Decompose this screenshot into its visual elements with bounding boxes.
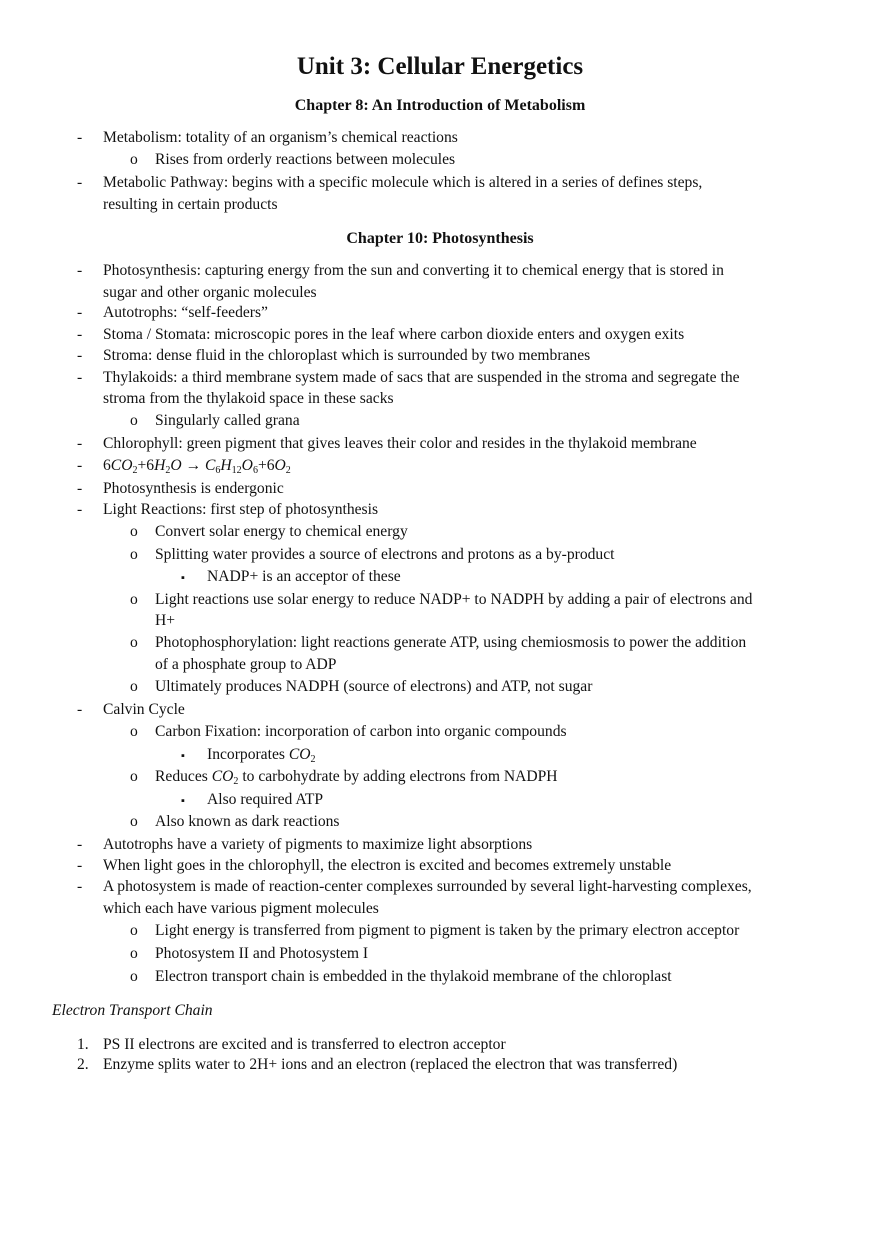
list-item-continuation: stroma from the thylakoid space in these sacks (103, 390, 394, 407)
list-item: - Photosynthesis: capturing energy from the sun and converting it to chemical energy that is stored in (77, 262, 724, 279)
list-item: - Metabolism: totality of an organism’s chemical reactions (77, 129, 458, 146)
list-item-continuation: sugar and other organic molecules (103, 284, 317, 301)
list-item: - Metabolic Pathway: begins with a specific molecule which is altered in a series of defines steps, (77, 174, 703, 191)
list-item: - Autotrophs have a variety of pigments to maximize light absorptions (77, 836, 533, 853)
list-item: - Light Reactions: first step of photosynthesis (77, 501, 379, 518)
list-item: o Reduces $CO_2$ to carbohydrate by adding electrons from NADPH (130, 768, 558, 787)
list-item: o Photophosphorylation: light reactions generate ATP, using chemiosmosis to power the addition (130, 634, 747, 651)
list-item: - Photosynthesis is endergonic (77, 480, 284, 497)
list-item-continuation: of a phosphate group to ADP (155, 656, 337, 673)
list-item: o Photosystem II and Photosystem I (130, 945, 369, 962)
list-item-continuation: which each have various pigment molecules (103, 900, 379, 917)
list-item: ▪ Also required ATP (181, 791, 324, 808)
list-item: o Carbon Fixation: incorporation of carbon into organic compounds (130, 723, 567, 740)
list-item: ▪ NADP+ is an acceptor of these (181, 568, 401, 585)
list-item: - Chlorophyll: green pigment that gives leaves their color and resides in the thylakoid membrane (77, 435, 697, 452)
list-item: - Thylakoids: a third membrane system made of sacs that are suspended in the stroma and segregate the (77, 369, 740, 386)
page-title: Unit 3: Cellular Energetics (296, 53, 584, 80)
list-item: - Calvin Cycle (77, 701, 185, 718)
list-item: o Splitting water provides a source of electrons and protons as a by-product (130, 546, 615, 563)
numbered-step: 2. Enzyme splits water to 2H+ ions and an electron (replaced the electron that was transferred) (77, 1056, 678, 1073)
etc-heading: Electron Transport Chain (52, 1002, 213, 1019)
list-item: o Light reactions use solar energy to reduce NADP+ to NADPH by adding a pair of electrons and (130, 591, 753, 608)
list-item-continuation: resulting in certain products (103, 196, 278, 213)
chapter-8-heading: Chapter 8: An Introduction of Metabolism (294, 97, 586, 114)
list-item-continuation: H+ (155, 612, 176, 629)
numbered-step: 1. PS II electrons are excited and is transferred to electron acceptor (77, 1036, 506, 1053)
photosynthesis-equation: - $6CO_2+6H_2O \to C_6H_{12}O_6+6O_2$ (77, 457, 291, 476)
list-item: - A photosystem is made of reaction-center complexes surrounded by several light-harvesting complexes, (77, 878, 752, 895)
list-item: o Convert solar energy to chemical energy (130, 523, 408, 540)
list-item: o Light energy is transferred from pigment to pigment is taken by the primary electron acceptor (130, 922, 740, 939)
list-item: o Singularly called grana (130, 412, 300, 429)
list-item: o Rises from orderly reactions between molecules (130, 151, 456, 168)
list-item: ▪ Incorporates $CO_2$ (181, 746, 316, 765)
list-item: o Electron transport chain is embedded in the thylakoid membrane of the chloroplast (130, 968, 672, 985)
list-item: o Ultimately produces NADPH (source of electrons) and ATP, not sugar (130, 678, 593, 695)
chapter-10-heading: Chapter 10: Photosynthesis (346, 230, 534, 247)
list-item: - Autotrophs: “self-feeders” (77, 304, 268, 321)
list-item: - When light goes in the chlorophyll, the electron is excited and becomes extremely unstable (77, 857, 672, 874)
list-item: - Stroma: dense fluid in the chloroplast which is surrounded by two membranes (77, 347, 591, 364)
list-item: o Also known as dark reactions (130, 813, 340, 830)
list-item: - Stoma / Stomata: microscopic pores in the leaf where carbon dioxide enters and oxygen exits (77, 326, 685, 343)
